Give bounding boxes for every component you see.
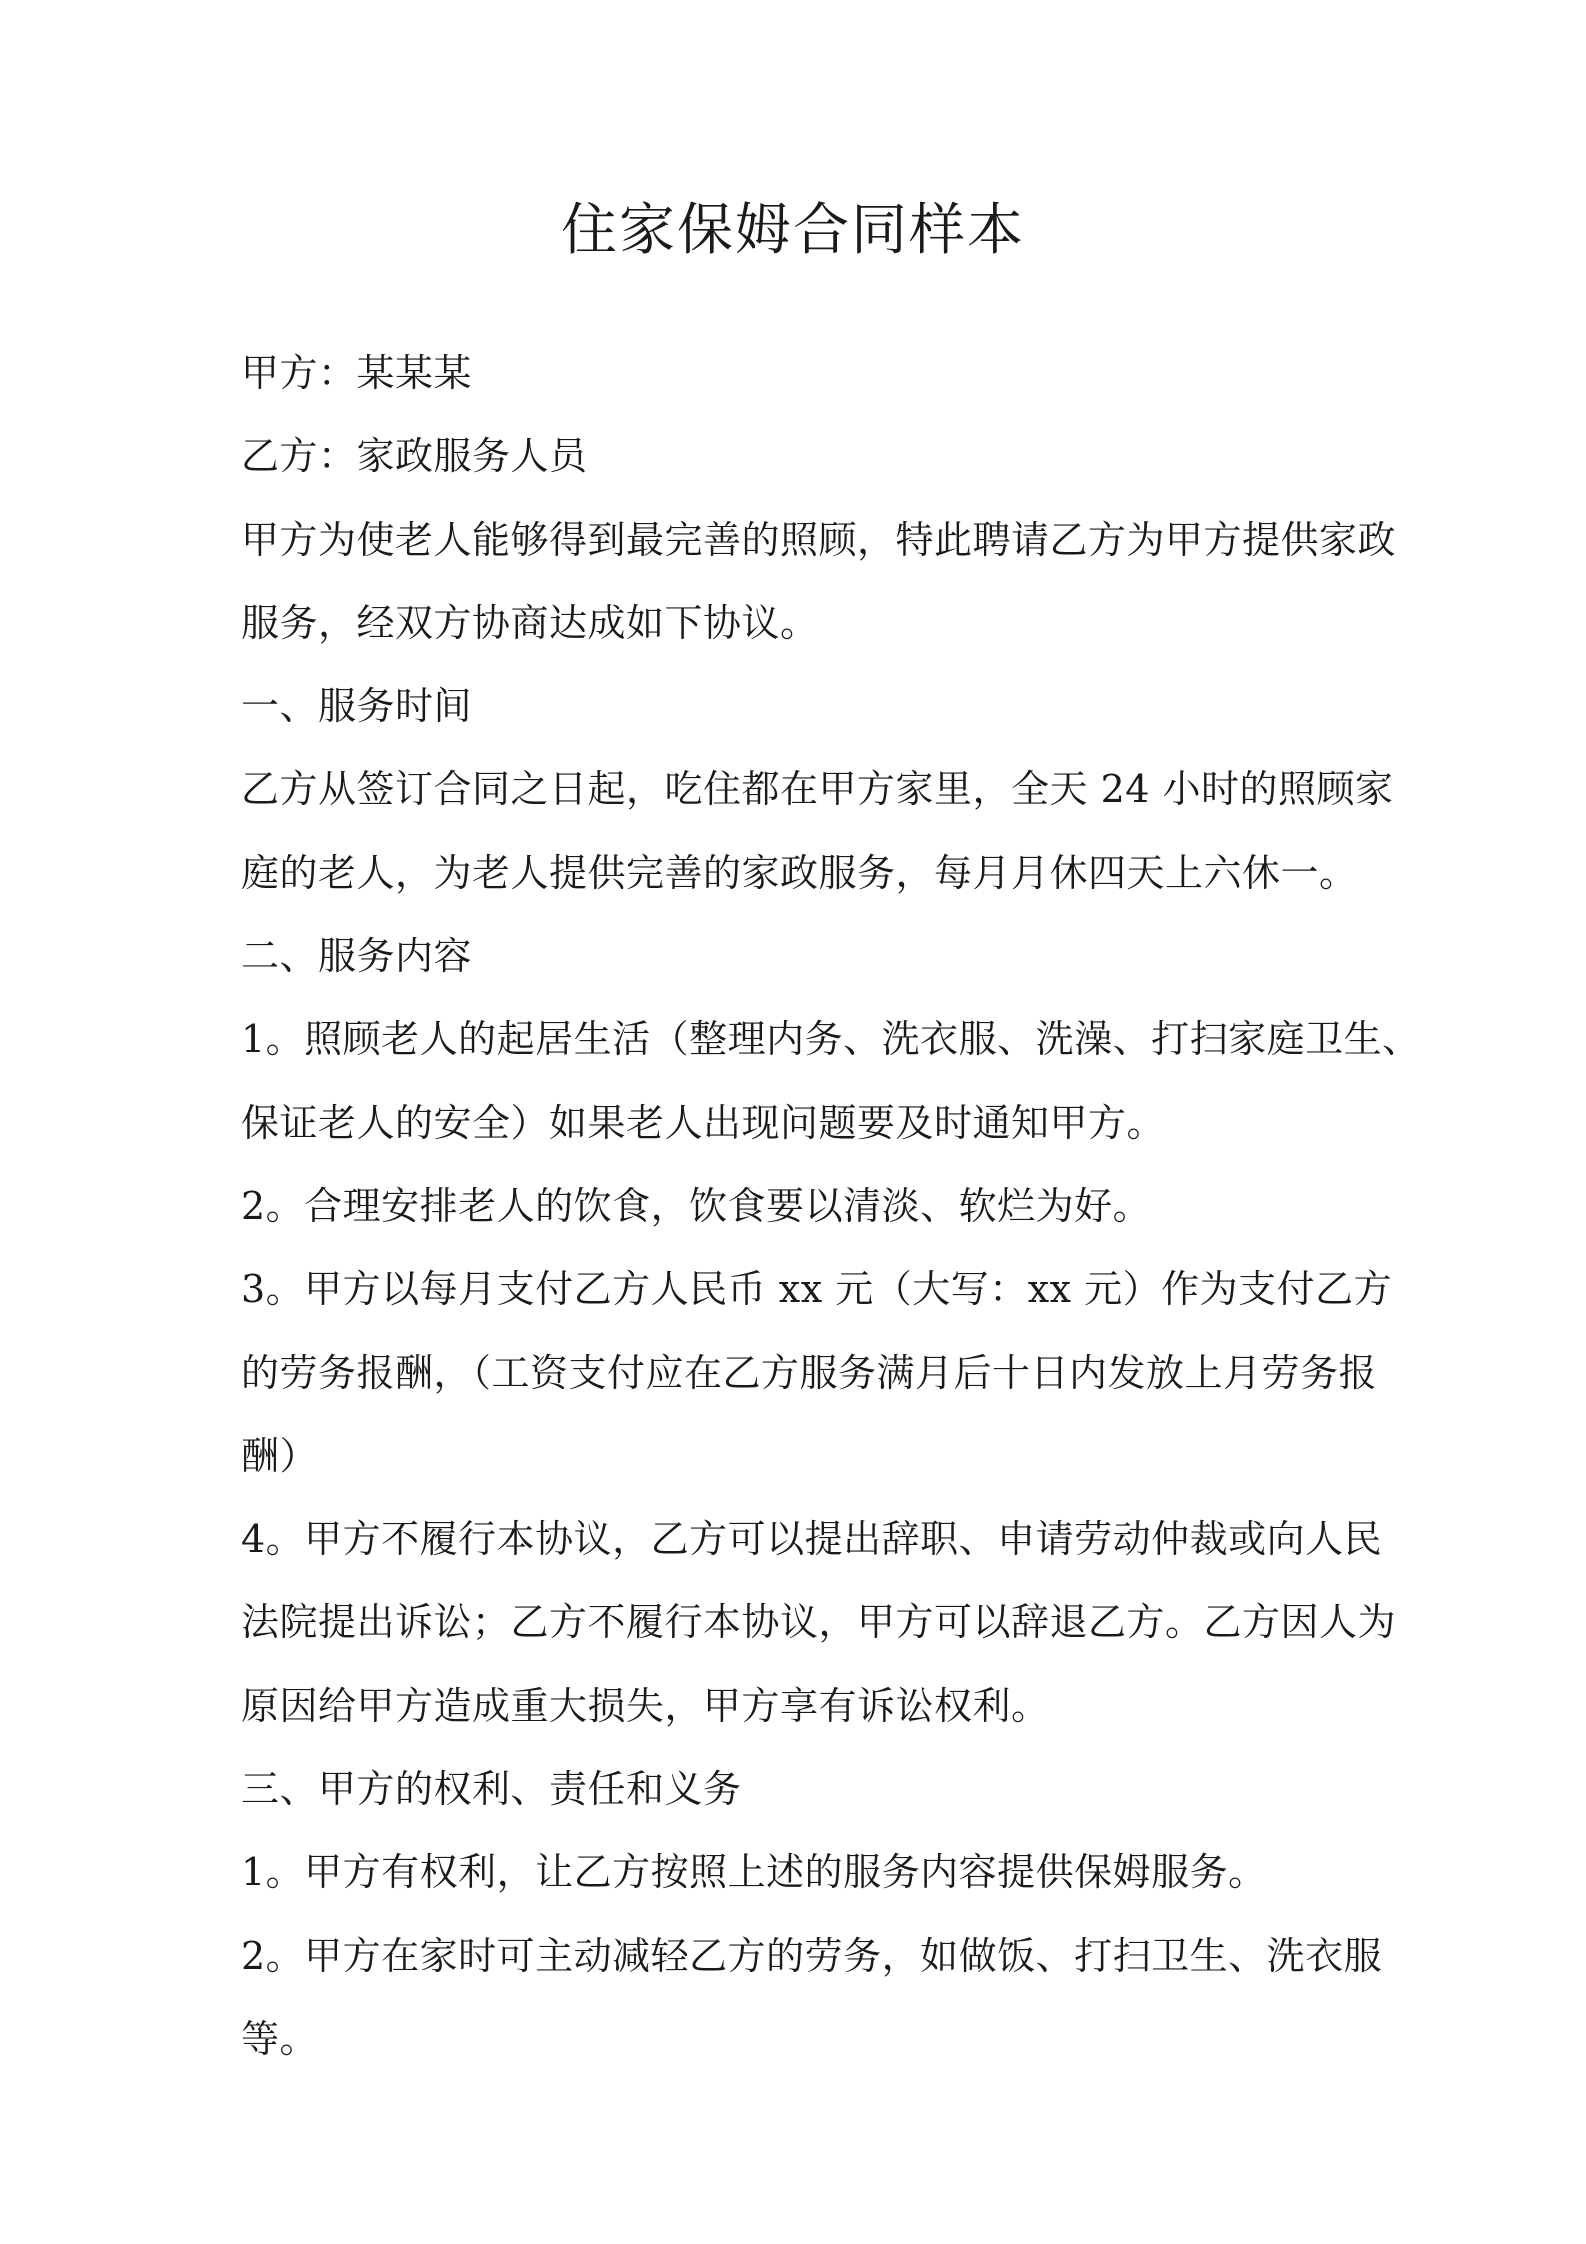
- clause-line: 1。照顾老人的起居生活（整理内务、洗衣服、洗澡、打扫家庭卫生、: [241, 1017, 1421, 1062]
- section-heading: 二、服务内容: [241, 934, 473, 979]
- clause-line: 3。甲方以每月支付乙方人民币 xx 元（大写：xx 元）作为支付乙方: [241, 1267, 1393, 1312]
- paragraph-line: 庭的老人，为老人提供完善的家政服务，每月月休四天上六休一。: [241, 850, 1358, 895]
- section-heading: 一、服务时间: [241, 684, 473, 729]
- clause-line: 等。: [241, 2016, 319, 2061]
- clause-line: 原因给甲方造成重大损失，甲方享有诉讼权利。: [241, 1683, 1050, 1728]
- clause-line: 1。甲方有权利，让乙方按照上述的服务内容提供保姆服务。: [241, 1850, 1267, 1895]
- document-body: [241, 332, 1421, 2081]
- clause-line: 4。甲方不履行本协议，乙方可以提出辞职、申请劳动仲裁或向人民: [241, 1517, 1383, 1562]
- clause-line: 酬）: [241, 1433, 319, 1478]
- paragraph-line: 乙方从签订合同之日起，吃住都在甲方家里，全天 24 小时的照顾家: [241, 767, 1394, 812]
- section-heading: 三、甲方的权利、责任和义务: [241, 1767, 742, 1812]
- clause-line: 的劳务报酬，（工资支付应在乙方服务满月后十日内发放上月劳务报: [241, 1350, 1378, 1395]
- intro-line: 甲方为使老人能够得到最完善的照顾，特此聘请乙方为甲方提供家政: [241, 517, 1397, 562]
- clause-line: 法院提出诉讼；乙方不履行本协议，甲方可以辞退乙方。乙方因人为: [241, 1600, 1397, 1645]
- clause-line: 2。甲方在家时可主动减轻乙方的劳务，如做饭、打扫卫生、洗衣服: [241, 1933, 1383, 1978]
- party-b-line: 乙方：家政服务人员: [241, 434, 588, 479]
- party-a-line: 甲方：某某某: [241, 351, 473, 395]
- clause-line: 保证老人的安全）如果老人出现问题要及时通知甲方。: [241, 1100, 1166, 1145]
- document-title: 住家保姆合同样本: [561, 198, 1025, 263]
- intro-line: 服务，经双方协商达成如下协议。: [241, 600, 819, 645]
- clause-line: 2。合理安排老人的饮食，饮食要以清淡、软烂为好。: [241, 1183, 1152, 1228]
